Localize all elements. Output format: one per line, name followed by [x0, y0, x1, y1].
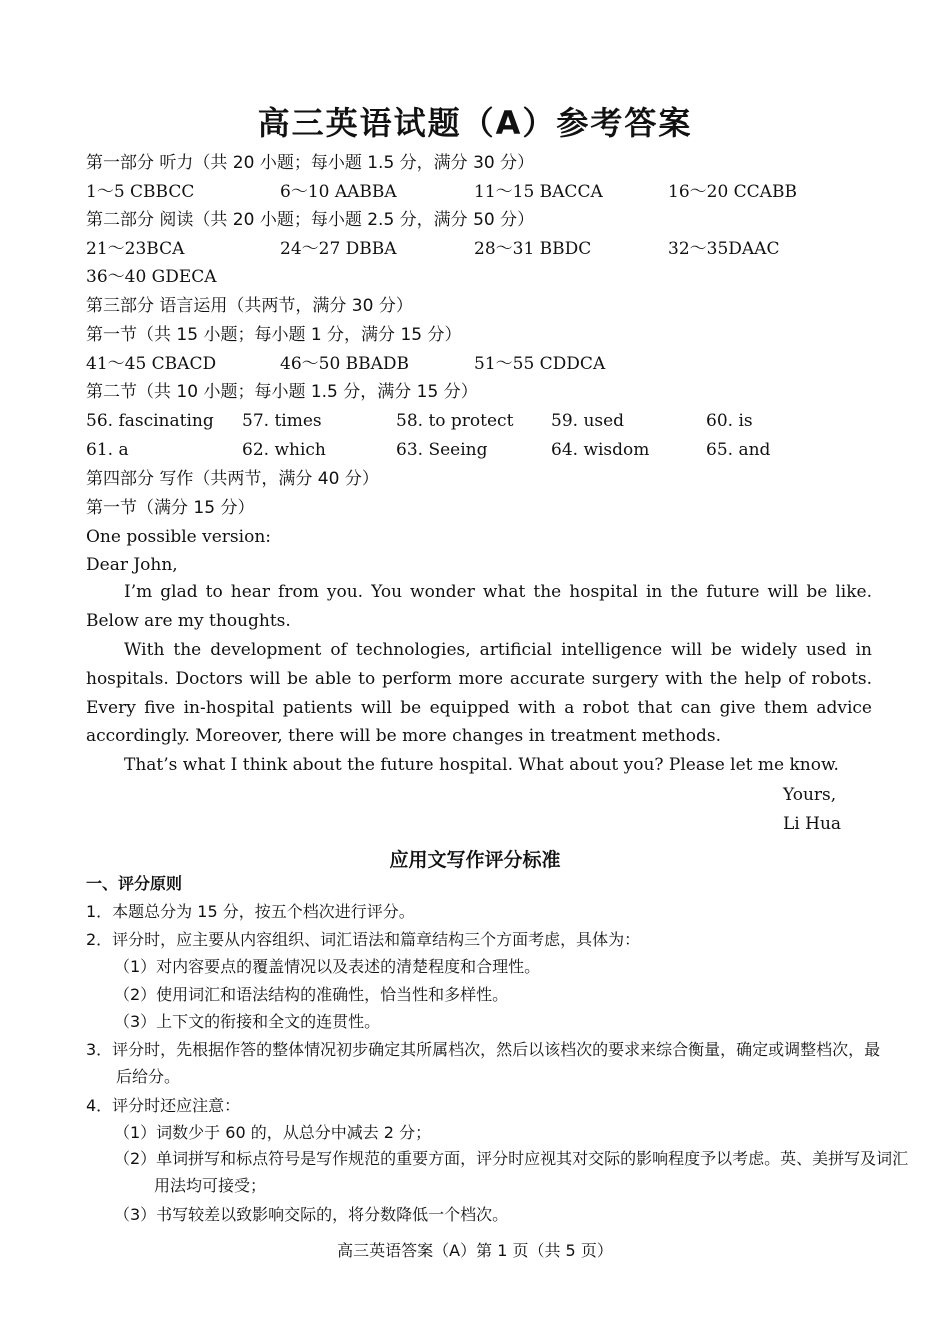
answer-group: 46～50 BBADB — [280, 354, 410, 374]
page-footer: 高三英语答案（A）第 1 页（共 5 页） — [337, 1241, 613, 1260]
criteria-item: 3．评分时，先根据作答的整体情况初步确定其所属档次，然后以该档次的要求来综合衡量，确定或调整档次，最后给分。 — [86, 1040, 881, 1086]
version-label: One possible version: — [86, 527, 271, 547]
criteria-subitem: （2）单词拼写和标点符号是写作规范的重要方面，评分时应视其对交际的影响程度予以考虑。英、美拼写及词汇用法均可接受； — [114, 1149, 909, 1195]
criteria-item: 2．评分时，应主要从内容组织、词汇语法和篇章结构三个方面考虑，具体为： — [86, 930, 641, 949]
letter-paragraph: I’m glad to hear from you. You wonder what the hospital in the future will be like. Below are my thoughts. — [86, 582, 872, 631]
answer-group: 36～40 GDECA — [86, 267, 217, 287]
answer-item: 63. Seeing — [396, 440, 488, 460]
answer-item: 59. used — [551, 411, 625, 431]
criteria-subitem: （3）书写较差以致影响交际的，将分数降低一个档次。 — [114, 1205, 509, 1224]
letter-signature: Li Hua — [783, 814, 842, 834]
criteria-subitem: （3）上下文的衔接和全文的连贯性。 — [114, 1012, 381, 1031]
answer-item: 60. is — [706, 411, 753, 431]
answer-group: 21～23BCA — [86, 239, 185, 259]
criteria-subitem: （1）对内容要点的覆盖情况以及表述的清楚程度和合理性。 — [114, 957, 541, 976]
answer-group: 24～27 DBBA — [280, 239, 397, 259]
answer-item: 58. to protect — [396, 411, 514, 431]
criteria-item: 4．评分时还应注意： — [86, 1096, 241, 1115]
part4-section1-heading: 第一节（满分 15 分） — [86, 498, 255, 518]
criteria-item: 1．本题总分为 15 分，按五个档次进行评分。 — [86, 902, 415, 921]
letter-paragraph: That’s what I think about the future hospital. What about you? Please let me know. — [124, 755, 839, 775]
part4-heading: 第四部分 写作（共两节，满分 40 分） — [86, 469, 379, 489]
part3-section2-heading: 第二节（共 10 小题；每小题 1.5 分，满分 15 分） — [86, 382, 478, 402]
part2-heading: 第二部分 阅读（共 20 小题；每小题 2.5 分，满分 50 分） — [86, 210, 535, 230]
part3-section1-heading: 第一节（共 15 小题；每小题 1 分，满分 15 分） — [86, 325, 462, 345]
part1-heading: 第一部分 听力（共 20 小题；每小题 1.5 分，满分 30 分） — [86, 153, 535, 173]
criteria-subitem: （2）使用词汇和语法结构的准确性，恰当性和多样性。 — [114, 985, 509, 1004]
answer-group: 6～10 AABBA — [280, 182, 397, 202]
page-title: 高三英语试题（A）参考答案 — [257, 104, 693, 142]
answer-item: 65. and — [706, 440, 771, 460]
answer-group: 11～15 BACCA — [474, 182, 603, 202]
answer-group: 32～35DAAC — [668, 239, 780, 259]
answer-item: 64. wisdom — [551, 440, 650, 460]
letter-paragraph: With the development of technologies, artificial intelligence will be widely used in hospitals. Doctors will be able to perform more accurate surgery with the help of robots. Every five in-hospital patients will be equipped with a robot that can give them advice accordingly. Moreover, there will be more changes in treatment methods. — [86, 640, 872, 747]
answer-group: 1～5 CBBCC — [86, 182, 195, 202]
answer-item: 56. fascinating — [86, 411, 214, 431]
part3-heading: 第三部分 语言运用（共两节，满分 30 分） — [86, 296, 413, 316]
letter-greeting: Dear John, — [86, 555, 178, 575]
criteria-title: 应用文写作评分标准 — [389, 849, 561, 871]
letter-closing: Yours, — [783, 785, 837, 805]
answer-item: 57. times — [242, 411, 322, 431]
answer-group: 41～45 CBACD — [86, 354, 217, 374]
answer-item: 61. a — [86, 440, 129, 460]
answer-group: 16～20 CCABB — [668, 182, 797, 202]
answer-item: 62. which — [242, 440, 326, 460]
answer-group: 51～55 CDDCA — [474, 354, 606, 374]
principles-heading: 一、评分原则 — [86, 874, 183, 893]
criteria-subitem: （1）词数少于 60 的，从总分中减去 2 分； — [114, 1123, 432, 1142]
answer-group: 28～31 BBDC — [474, 239, 592, 259]
